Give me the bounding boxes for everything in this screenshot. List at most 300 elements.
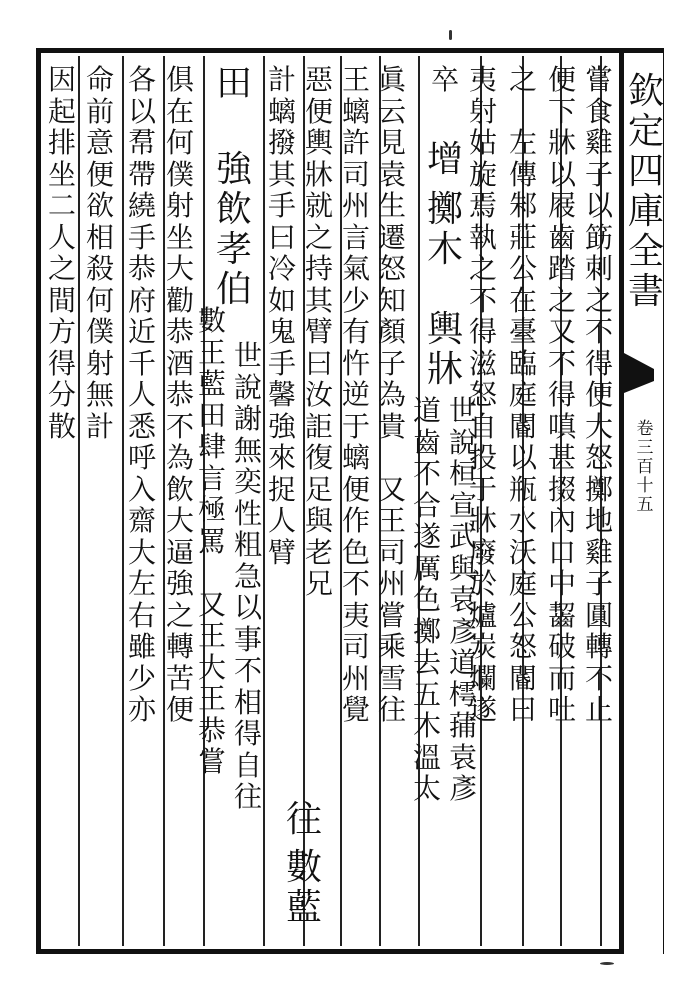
- glyph: 其: [304, 283, 333, 317]
- glyph: 為: [377, 378, 406, 411]
- glyph: 宣: [448, 488, 477, 522]
- glyph: 子: [584, 567, 613, 600]
- glyph: 吐: [547, 693, 576, 726]
- glyph: 齒: [412, 425, 441, 459]
- glyph: 許: [341, 126, 370, 159]
- col10-small-right: [232, 340, 264, 813]
- glyph: 覺: [341, 693, 370, 726]
- glyph: 計: [267, 63, 296, 96]
- glyph: 強: [215, 149, 252, 190]
- glyph: 便: [304, 94, 333, 128]
- glyph: 牀: [304, 157, 333, 191]
- glyph: 大: [165, 504, 194, 537]
- text-column-2: [546, 64, 578, 726]
- glyph: 粗: [233, 528, 262, 561]
- heading-shulan: [285, 848, 323, 928]
- glyph: 轉: [584, 630, 613, 663]
- glyph: 臺: [508, 315, 537, 348]
- glyph: 怒: [584, 441, 613, 474]
- glyph: 急: [233, 559, 262, 593]
- glyph: 人: [267, 504, 296, 537]
- glyph: [507, 96, 539, 128]
- glyph: 說: [448, 425, 477, 459]
- glyph: 與: [304, 504, 333, 537]
- glyph: 中: [547, 567, 576, 600]
- leaf-label: [628, 420, 662, 515]
- glyph: 得: [233, 717, 262, 750]
- glyph: 又: [377, 472, 406, 506]
- glyph: 復: [304, 441, 333, 474]
- glyph: 坐: [165, 220, 194, 254]
- glyph: 無: [85, 378, 114, 411]
- glyph: 就: [304, 189, 333, 222]
- glyph: 欲: [85, 189, 114, 222]
- glyph: 藍: [285, 887, 322, 928]
- glyph: 卷: [636, 419, 654, 439]
- text-column-5-top: [429, 64, 461, 96]
- glyph: 事: [233, 622, 262, 656]
- glyph: 口: [547, 535, 576, 569]
- glyph: 酒: [165, 346, 194, 380]
- glyph: 三: [636, 438, 654, 458]
- glyph: 袁: [448, 583, 477, 616]
- glyph: 往: [233, 780, 262, 813]
- glyph: 卒: [430, 63, 459, 96]
- text-column-12: [164, 64, 196, 726]
- glyph: 木: [426, 229, 463, 270]
- glyph: 武: [448, 520, 477, 553]
- glyph: 帬: [127, 126, 156, 159]
- glyph: 與: [448, 551, 477, 585]
- glyph: 其: [267, 157, 296, 191]
- glyph: 意: [85, 126, 114, 159]
- glyph: 怒: [377, 252, 406, 285]
- glyph: 子: [584, 157, 613, 191]
- glyph: 曰: [304, 346, 333, 380]
- glyph: 閽: [508, 409, 537, 443]
- glyph: 水: [508, 504, 537, 537]
- text-column-13: [126, 64, 158, 726]
- glyph: 僕: [165, 157, 194, 191]
- glyph: 說: [233, 370, 262, 404]
- glyph: 擲: [412, 614, 441, 648]
- glyph: 數: [285, 847, 322, 888]
- glyph: 恭: [165, 315, 194, 348]
- glyph: 以: [233, 591, 262, 624]
- glyph: 王: [197, 682, 226, 715]
- glyph: 在: [165, 94, 194, 128]
- glyph: 府: [127, 283, 156, 317]
- glyph: 極: [197, 493, 226, 526]
- col5-small-right: [447, 395, 479, 805]
- glyph: 樗: [448, 677, 477, 711]
- glyph: 刺: [584, 252, 613, 285]
- glyph: 掇: [547, 472, 576, 506]
- glyph: 炭: [468, 630, 497, 663]
- glyph: 轉: [165, 630, 194, 663]
- glyph: 爛: [468, 661, 497, 695]
- glyph: 姑: [468, 126, 497, 159]
- glyph: 夷: [468, 63, 497, 96]
- glyph: 嘗: [197, 745, 226, 778]
- glyph: 牀: [468, 504, 497, 537]
- glyph: 王: [341, 63, 370, 96]
- glyph: 方: [47, 315, 76, 348]
- glyph: 飲: [165, 472, 194, 506]
- glyph: 伯: [215, 269, 252, 310]
- glyph: 破: [547, 630, 576, 663]
- glyph: 百: [636, 457, 654, 477]
- glyph: 投: [468, 441, 497, 474]
- glyph: 內: [547, 504, 576, 537]
- glyph: 罵: [197, 524, 226, 558]
- glyph: 老: [304, 535, 333, 569]
- glyph: 言: [341, 220, 370, 254]
- glyph: 公: [508, 598, 537, 632]
- glyph: 不: [584, 315, 613, 348]
- glyph: 不: [233, 654, 262, 687]
- heading-zhimu: [426, 190, 464, 270]
- glyph: 以: [127, 94, 156, 128]
- glyph: 書: [627, 271, 664, 312]
- glyph: 擲: [426, 189, 463, 230]
- glyph: 得: [584, 346, 613, 380]
- glyph: 之: [547, 283, 576, 317]
- glyph: 左: [127, 567, 156, 600]
- glyph: 便: [547, 63, 576, 96]
- glyph: 何: [85, 283, 114, 317]
- glyph: 詎: [304, 409, 333, 443]
- glyph: 人: [127, 378, 156, 411]
- glyph: 來: [267, 441, 296, 474]
- glyph: 厲: [412, 551, 441, 585]
- glyph: 袁: [377, 157, 406, 191]
- glyph: 雪: [377, 661, 406, 695]
- glyph: 傳: [508, 157, 537, 191]
- glyph: 便: [165, 693, 194, 726]
- glyph: 以: [508, 441, 537, 474]
- glyph: 圓: [584, 598, 613, 632]
- glyph: 彥: [448, 614, 477, 648]
- glyph: 下: [547, 94, 576, 128]
- glyph: 大: [165, 252, 194, 285]
- glyph: 孝: [215, 229, 252, 270]
- glyph: 螭: [341, 441, 370, 474]
- glyph: 筯: [584, 220, 613, 254]
- glyph: 夷: [341, 598, 370, 632]
- glyph: [196, 557, 228, 589]
- glyph: 自: [468, 409, 497, 443]
- glyph: 少: [341, 283, 370, 317]
- glyph: 恭: [165, 378, 194, 411]
- text-column-3: [507, 64, 539, 726]
- glyph: 殺: [85, 252, 114, 285]
- heading-yuchuang: [426, 310, 464, 390]
- glyph: 子: [377, 346, 406, 380]
- glyph: 往: [285, 799, 322, 840]
- glyph: 性: [233, 496, 262, 530]
- glyph: 手: [267, 189, 296, 222]
- glyph: 得: [547, 378, 576, 411]
- glyph: 之: [468, 252, 497, 285]
- glyph: 因: [47, 63, 76, 96]
- glyph: 木: [412, 709, 441, 742]
- glyph: 在: [508, 283, 537, 317]
- glyph: 欽: [627, 71, 664, 112]
- glyph: 大: [584, 409, 613, 443]
- glyph: 持: [304, 252, 333, 285]
- glyph: [376, 442, 408, 474]
- glyph: 地: [584, 504, 613, 537]
- glyph: 得: [47, 346, 76, 380]
- glyph: 王: [377, 504, 406, 537]
- glyph: 大: [197, 650, 226, 684]
- glyph: 排: [47, 126, 76, 159]
- glyph: 屐: [547, 189, 576, 222]
- glyph: 雖: [127, 630, 156, 663]
- glyph: 二: [47, 189, 76, 222]
- glyph: 輿: [304, 126, 333, 159]
- glyph: 相: [85, 220, 114, 254]
- glyph: 螭: [341, 94, 370, 128]
- glyph: 齧: [547, 598, 576, 632]
- glyph: 人: [47, 220, 76, 254]
- glyph: 旋: [468, 157, 497, 191]
- glyph: 起: [47, 94, 76, 128]
- glyph: 俱: [165, 63, 194, 96]
- glyph: 坐: [47, 157, 76, 191]
- glyph: 逼: [165, 535, 194, 569]
- glyph: 公: [508, 252, 537, 285]
- glyph: 少: [127, 661, 156, 695]
- glyph: 袁: [448, 740, 477, 774]
- glyph: 沃: [508, 535, 537, 569]
- glyph: 田: [197, 398, 226, 432]
- glyph: 莊: [508, 220, 537, 254]
- glyph: 滋: [468, 346, 497, 380]
- glyph: 作: [341, 504, 370, 537]
- column-rule: [122, 56, 124, 946]
- glyph: 右: [127, 598, 156, 632]
- glyph: 五: [636, 495, 654, 515]
- col5-small-left: [411, 395, 443, 805]
- glyph: 撥: [267, 126, 296, 159]
- glyph: 知: [377, 283, 406, 317]
- glyph: 左: [508, 126, 537, 159]
- ink-speck: [600, 962, 614, 965]
- text-column-15: [46, 64, 78, 442]
- glyph: 曰: [267, 220, 296, 254]
- col10-small-left: [196, 305, 228, 778]
- glyph: 射: [85, 346, 114, 380]
- glyph: 得: [468, 315, 497, 348]
- glyph: 臂: [304, 315, 333, 348]
- glyph: 爐: [468, 598, 497, 632]
- glyph: 雞: [584, 535, 613, 569]
- glyph: 司: [377, 535, 406, 569]
- glyph: 牀: [547, 126, 576, 159]
- glyph: 閽: [508, 661, 537, 695]
- text-column-8: [303, 64, 335, 600]
- glyph: 而: [547, 661, 576, 695]
- glyph: 顏: [377, 315, 406, 348]
- glyph: 之: [47, 252, 76, 285]
- glyph: 惡: [304, 63, 333, 96]
- glyph: 眞: [377, 63, 406, 96]
- glyph: 苦: [165, 661, 194, 695]
- glyph: 相: [233, 685, 262, 719]
- glyph: 前: [85, 94, 114, 128]
- glyph: 太: [412, 772, 441, 805]
- glyph: 庭: [508, 378, 537, 411]
- glyph: 何: [165, 126, 194, 159]
- glyph: 不: [412, 457, 441, 490]
- glyph: 道: [412, 394, 441, 427]
- glyph: 庫: [627, 191, 664, 232]
- glyph: 便: [85, 157, 114, 191]
- glyph: 于: [468, 472, 497, 506]
- glyph: 勸: [165, 283, 194, 317]
- glyph: 便: [341, 472, 370, 506]
- heading-tian: [215, 64, 253, 104]
- glyph: 去: [412, 646, 441, 679]
- glyph: 便: [584, 378, 613, 411]
- glyph: 云: [377, 94, 406, 128]
- fishtail-mark: [624, 353, 654, 393]
- glyph: 生: [377, 189, 406, 222]
- glyph: 手: [267, 346, 296, 380]
- glyph: 又: [547, 315, 576, 348]
- glyph: 氣: [341, 252, 370, 285]
- glyph: 數: [197, 304, 226, 337]
- glyph: 怒: [468, 378, 497, 411]
- glyph: 擲: [584, 472, 613, 506]
- glyph: 足: [304, 472, 333, 506]
- glyph: 有: [341, 315, 370, 348]
- glyph: 命: [85, 63, 114, 96]
- glyph: 曰: [508, 693, 537, 726]
- glyph: 射: [165, 189, 194, 222]
- glyph: 世: [448, 394, 477, 427]
- glyph: 逆: [341, 378, 370, 411]
- glyph: 牀: [426, 349, 463, 390]
- glyph: 不: [584, 661, 613, 695]
- glyph: 為: [165, 441, 194, 474]
- glyph: 王: [197, 335, 226, 369]
- glyph: 悉: [127, 409, 156, 443]
- glyph: 王: [197, 619, 226, 652]
- glyph: 強: [267, 409, 296, 443]
- glyph: 兄: [304, 567, 333, 600]
- glyph: 手: [127, 220, 156, 254]
- glyph: 齋: [127, 504, 156, 537]
- glyph: 遂: [412, 520, 441, 553]
- text-column-6: [376, 64, 408, 726]
- glyph: 不: [547, 346, 576, 380]
- glyph: 冷: [267, 252, 296, 285]
- glyph: 世: [233, 339, 262, 372]
- glyph: 呼: [127, 441, 156, 474]
- glyph: 不: [341, 567, 370, 600]
- glyph: 奕: [233, 465, 262, 498]
- glyph: 帶: [127, 157, 156, 191]
- column-rule: [78, 56, 80, 946]
- glyph: 四: [627, 151, 664, 192]
- glyph: 以: [584, 189, 613, 222]
- glyph: 怒: [508, 630, 537, 663]
- glyph: 往: [377, 693, 406, 726]
- glyph: 州: [377, 567, 406, 600]
- ink-speck: [449, 30, 452, 40]
- glyph: 道: [448, 646, 477, 679]
- glyph: 近: [127, 315, 156, 348]
- glyph: 增: [426, 139, 463, 180]
- glyph: 齒: [547, 220, 576, 254]
- glyph: 捉: [267, 472, 296, 506]
- glyph: 溫: [412, 740, 441, 774]
- glyph: 見: [377, 126, 406, 159]
- glyph: 不: [468, 283, 497, 317]
- glyph: 之: [304, 220, 333, 254]
- glyph: 輿: [426, 309, 463, 350]
- glyph: 入: [127, 472, 156, 506]
- glyph: 嘗: [584, 63, 613, 96]
- glyph: 亦: [127, 693, 156, 726]
- glyph: 散: [47, 409, 76, 443]
- glyph: 食: [584, 94, 613, 128]
- glyph: 執: [468, 220, 497, 254]
- glyph: 于: [341, 409, 370, 443]
- glyph: 嗔: [547, 409, 576, 443]
- glyph: 田: [215, 63, 252, 104]
- glyph: 謝: [233, 402, 262, 435]
- glyph: 馨: [267, 378, 296, 411]
- text-column-9: [266, 64, 298, 568]
- glyph: 飲: [215, 189, 252, 230]
- glyph: 十: [636, 476, 654, 496]
- glyph: 蒱: [448, 709, 477, 742]
- glyph: 計: [85, 409, 114, 443]
- glyph: 五: [412, 677, 441, 711]
- glyph: 各: [127, 63, 156, 96]
- glyph: 言: [197, 461, 226, 495]
- glyph: 肆: [197, 430, 226, 463]
- glyph: 踏: [547, 252, 576, 285]
- glyph: 大: [127, 535, 156, 569]
- glyph: 之: [584, 283, 613, 317]
- glyph: 司: [341, 157, 370, 191]
- glyph: 州: [341, 661, 370, 695]
- glyph: 貴: [377, 409, 406, 443]
- glyph: 射: [468, 94, 497, 128]
- glyph: 強: [165, 567, 194, 600]
- glyph: 無: [233, 433, 262, 467]
- glyph: 遷: [377, 220, 406, 254]
- glyph: 雞: [584, 126, 613, 159]
- glyph: 彥: [448, 772, 477, 805]
- glyph: 遂: [468, 693, 497, 726]
- glyph: 忤: [341, 346, 370, 380]
- glyph: 全: [627, 231, 664, 272]
- heading-wang: [285, 800, 323, 840]
- glyph: 僕: [85, 315, 114, 348]
- glyph: 螭: [267, 94, 296, 128]
- heading-qiangyin: [215, 150, 253, 310]
- glyph: 自: [233, 748, 262, 782]
- glyph: 千: [127, 346, 156, 380]
- side-title: [627, 72, 665, 312]
- glyph: 汝: [304, 378, 333, 411]
